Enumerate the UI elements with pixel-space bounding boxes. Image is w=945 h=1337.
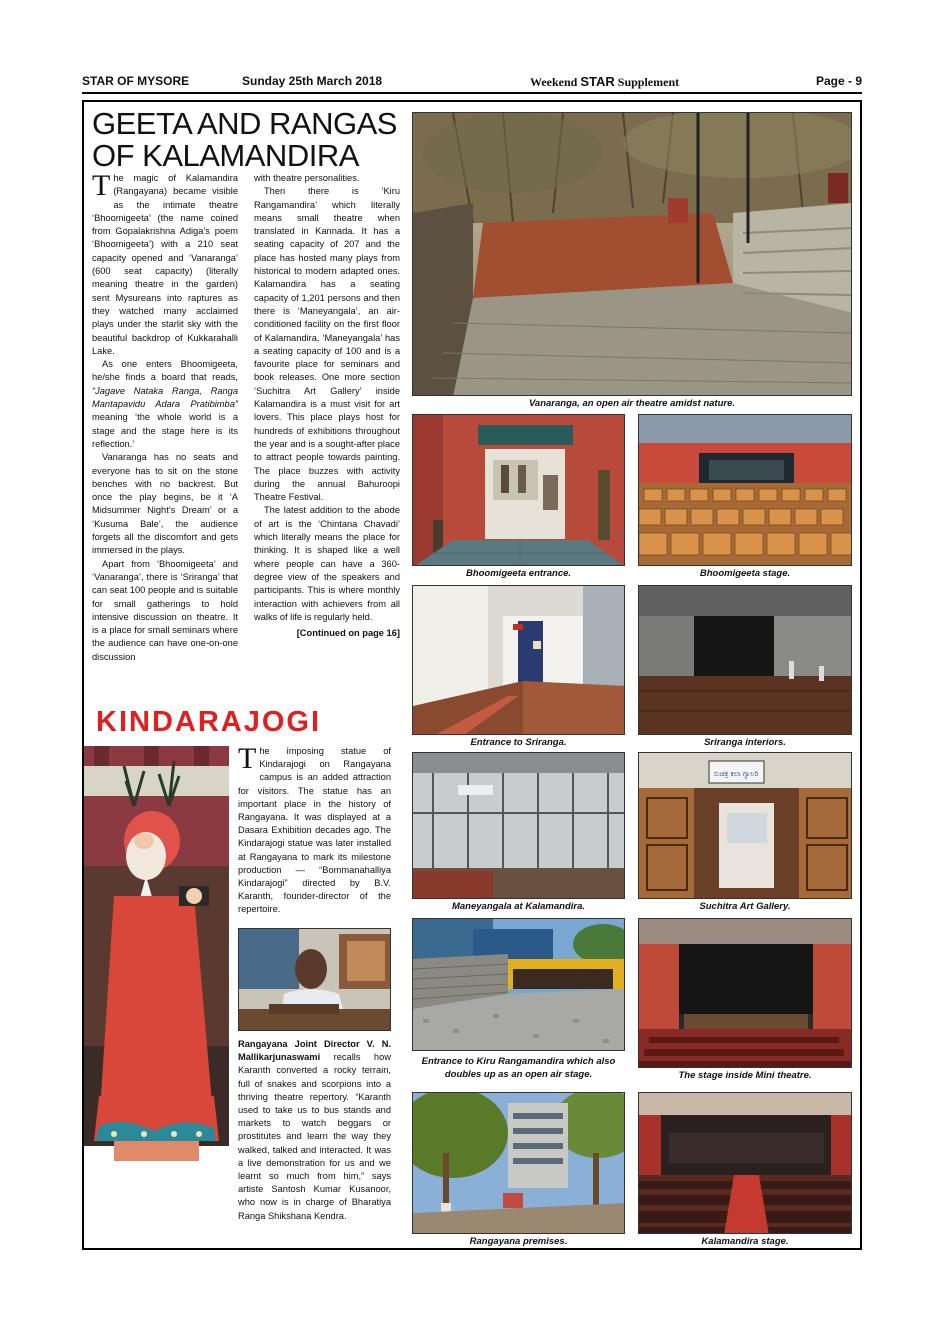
maneyangala-image — [413, 753, 625, 899]
kiru-rangamandira-image — [413, 919, 625, 1051]
mini-theatre-image — [639, 919, 852, 1068]
kindarajogi-text-2: Rangayana Joint Director V. N. Mallikarjunaswami recalls how Karanth converted a rocky terrain, full of snakes and scorpions into a thriving theatre repertory. “Karanth used to take us to bus stands and markets to watch beggars or prostitutes and learn the way they walked, talked and interacted. It was a live demonstration for us and we learnt so much from him,” says artiste Santosh Kumar Kusanoor, who now is in charge of Bharatiya Ranga Shikshana Kendra. — [238, 1039, 391, 1221]
kindarajogi-title: KINDARAJOGI — [96, 706, 322, 738]
caption-bhoomigeeta-stage: Bhoomigeeta stage. — [699, 568, 791, 579]
caption-rangayana-premises: Rangayana premises. — [469, 1236, 568, 1247]
kindarajogi-text-1: The imposing statue of Kindarajogi on Rangayana campus is an added attraction for visitors. The statue has an important place in the history of Rangayana. It was displayed at a Dasara Exhibition decades ago. The Kindarajogi statue was later installed at Rangayana to mark its milestone production — “Bommanahalliya Kindarajogi” directed by B.V. Karanth, founder-director of the repertoire. — [238, 742, 391, 915]
sriranga-interiors-image — [639, 586, 852, 735]
photo-suchitra-gallery — [638, 752, 852, 899]
sriranga-entrance-image — [413, 586, 625, 735]
suchitra-sign-text: ಸುಚಿತ್ರ ಕಲಾ ಗ್ಯಾಲರಿ — [713, 770, 759, 778]
photo-sriranga-interiors — [638, 585, 852, 735]
caption-maneyangala: Maneyangala at Kalamandira. — [451, 901, 586, 912]
vanaranga-image — [413, 113, 852, 396]
kindarajogi-drop-cap: T — [238, 742, 257, 775]
bhoomigeeta-entrance-image — [413, 415, 625, 566]
photo-mallikarjunaswami — [238, 928, 391, 1031]
photo-kalamandira-stage — [638, 1092, 852, 1234]
issue-date: Sunday 25th March 2018 — [242, 74, 383, 88]
photo-vanaranga — [412, 112, 852, 396]
caption-mini-theatre: The stage inside Mini theatre. — [678, 1070, 812, 1081]
photo-mini-theatre — [638, 918, 852, 1068]
supplement-star: STAR — [580, 74, 615, 89]
page-number: Page - 9 — [815, 74, 862, 88]
photo-maneyangala — [412, 752, 625, 899]
continued-note: [Continued on page 16] — [296, 628, 400, 639]
photo-bhoomigeeta-stage — [638, 414, 852, 566]
kindarajogi-statue-image — [84, 746, 229, 1202]
newspaper-name: STAR OF MYSORE — [82, 74, 190, 88]
article-column-2: with theatre personalities. Then there is ‘Kiru Rangamandira’ which literally means small theatre when translated in Kannada. It has a seating capacity of 207 and the place has hosted many plays from historical to modern adapted ones. Kalamandira has a seating capacity of 1,201 persons and then there is ‘Maneyangala’, an air-conditioned facility on the first floor of Kalamandira. ‘Maneyangala’ has a seating capacity of 100 and is a favourite place for seminars and book releases. One more section ‘Suchitra Art Gallery’ inside Kalamandira is a must visit for art lovers. This place plays host for hundreds of exhibitions throughout the year and is a sought-after place to attract people towards painting. The place buzzes with activity during the annual Bahuroopi Theatre Festival. The latest addition to the abode of art is the ‘Chintana Chavadi’ which literally means the place for thinking. It is shaped like a well where people can have a 360-degree view of the speakers and participants. This is where monthly interaction with achievers from all walks of life is regularly held. [Continued on page 16] — [254, 172, 400, 640]
article-column-1: The magic of Kalamandira (Rangayana) became visible as the intimate theatre ‘Bhoomigeeta’ (the name coined from Gopalakrishna Adiga’s poem ‘Bhoomigeeta’) with a 210 seat capacity opened and ‘Vanaranga’ (600 seat capacity) (literally meaning theatre in the garden) sent Mysureans into raptures as they watched many acclaimed plays under the starlit sky with the beautiful backdrop of Kukkarahalli Lake. As one enters Bhoomigeeta, he/she finds a board that reads, “Jagave Nataka Ranga, Ranga Mantapavidu Adara Pratibimba” meaning ‘the whole world is a stage and the stage here is its reflection.’ Vanaranga has no seats and everyone has to sit on the stone benches with no backrest. But once the play begins, be it ‘A Midsummer Night’s Dream’ or a ‘Kusuma Bale’, the audience forgets all the discomfort and gets immersed in the plays. Apart from ‘Bhoomigeeta’ and ‘Vanaranga’, there is ‘Sriranga’ that can seat 100 people and is suitable for small gatherings to hold intensive discussion on theatre. It is a place for small seminars where the audience can have one-on-one discussion — [92, 169, 238, 662]
photo-kiru-rangamandira — [412, 918, 625, 1051]
photo-bhoomigeeta-entrance — [412, 414, 625, 566]
caption-bhoomigeeta-entrance: Bhoomigeeta entrance. — [465, 568, 572, 579]
article-headline: GEETA AND RANGAS OF KALAMANDIRA — [92, 106, 397, 173]
rangayana-premises-image — [413, 1093, 625, 1234]
drop-cap: T — [92, 169, 111, 202]
mallikarjunaswami-image — [239, 929, 391, 1031]
photo-rangayana-premises — [412, 1092, 625, 1234]
caption-kiru-rangamandira: Entrance to Kiru Rangamandira which also doubles up as an open air stage. — [421, 1056, 616, 1080]
caption-suchitra-gallery: Suchitra Art Gallery. — [699, 901, 791, 912]
photo-sriranga-entrance — [412, 585, 625, 735]
kalamandira-stage-image — [639, 1093, 852, 1234]
header-rule — [82, 92, 862, 94]
photo-kindarajogi-statue — [84, 746, 229, 1202]
bhoomigeeta-stage-image — [639, 415, 852, 566]
caption-sriranga-entrance: Entrance to Sriranga. — [470, 737, 567, 748]
joint-director-name: Rangayana Joint Director V. N. Mallikarjunaswami — [238, 1039, 391, 1063]
suchitra-gallery-image — [639, 753, 852, 899]
page-header — [82, 74, 862, 90]
caption-kalamandira-stage: Kalamandira stage. — [701, 1236, 789, 1247]
caption-vanaranga: Vanaranga, an open air theatre amidst nature. — [528, 398, 736, 409]
caption-sriranga-interiors: Sriranga interiors. — [704, 737, 786, 748]
supplement-name: Weekend STAR Supplement — [530, 74, 680, 89]
